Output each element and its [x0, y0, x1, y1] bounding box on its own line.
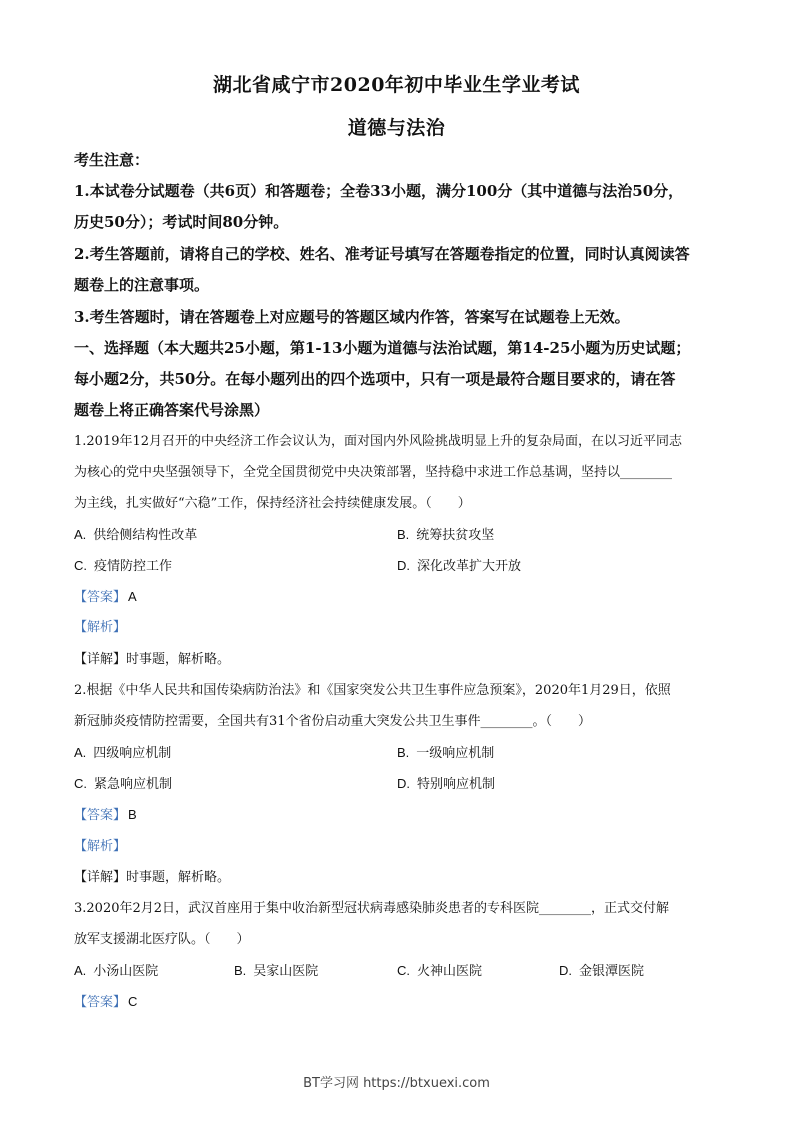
question-2-answer — [74, 808, 137, 822]
notice-line-2b: 题卷上的注意事项。 — [74, 276, 210, 294]
notice-line-3: 3.考生答题时，请在答题卷上对应题号的答题区域内作答，答案写在试题卷上无效。 — [74, 308, 630, 326]
option-letter: B. — [397, 745, 410, 760]
section-line-1: 一、选择题（本大题共25小题，第1-13小题为道德与法治试题，第14-25小题为历史试题； — [74, 339, 691, 357]
option-letter: B. — [234, 963, 247, 978]
option-text: 一级响应机制 — [416, 746, 495, 761]
section-line-3: 题卷上将正确答案代号涂黑） — [74, 401, 270, 419]
question-2-line-1: 2.根据《中华人民共和国传染病防治法》和《国家突发公共卫生事件应急预案》，2020年1月29日，依照 — [74, 683, 671, 698]
detail-text: 时事题，解析略。 — [126, 652, 231, 667]
option-text: 小汤山医院 — [93, 964, 159, 979]
question-3-option-b — [234, 964, 318, 978]
question-1-line-2: 为核心的党中央坚强领导下，全党全国贯彻党中央决策部署，坚持稳中求进工作总基调，坚持以________ — [74, 465, 673, 480]
detail-label: 【详解】 — [74, 652, 127, 667]
question-1-line-1: 1.2019年12月召开的中央经济工作会议认为，面对国内外风险挑战明显上升的复杂局面，在以习近平同志 — [74, 434, 683, 449]
footer-source-link[interactable]: BT学习网 https://btxuexi.com — [303, 1076, 490, 1091]
exam-title: 湖北省咸宁市2020年初中毕业生学业考试 — [213, 74, 580, 96]
question-2-option-b — [397, 746, 494, 760]
question-2-option-a — [74, 746, 171, 760]
question-1-analysis — [74, 621, 126, 634]
question-3-option-a — [74, 964, 158, 978]
option-text: 供给侧结构性改革 — [93, 528, 198, 543]
question-1-answer — [74, 590, 137, 604]
option-text: 特别响应机制 — [417, 777, 496, 792]
answer-value: B — [128, 807, 137, 822]
option-text: 深化改革扩大开放 — [417, 559, 522, 574]
option-letter: A. — [74, 963, 87, 978]
answer-label: 【答案】 — [74, 590, 127, 605]
option-letter: A. — [74, 527, 87, 542]
notice-line-1a: 1.本试卷分试题卷（共6页）和答题卷；全卷33小题，满分100分（其中道德与法治50分， — [74, 182, 684, 200]
option-letter: D. — [397, 776, 410, 791]
option-text: 火神山医院 — [417, 964, 483, 979]
option-text: 统筹扶贫攻坚 — [416, 528, 495, 543]
option-letter: C. — [74, 558, 87, 573]
question-2-line-2: 新冠肺炎疫情防控需要，全国共有31个省份启动重大突发公共卫生事件________。（ ） — [74, 714, 592, 729]
question-1-detail — [74, 653, 230, 666]
option-letter: C. — [397, 963, 410, 978]
option-letter: D. — [559, 963, 572, 978]
question-1-option-a — [74, 528, 197, 542]
question-2-option-c — [74, 777, 172, 791]
answer-label: 【答案】 — [74, 808, 127, 823]
analysis-label: 【解析】 — [74, 839, 127, 854]
option-text: 金银潭医院 — [579, 964, 645, 979]
question-3-line-2: 放军支援湖北医疗队。（ ） — [74, 932, 250, 947]
detail-label: 【详解】 — [74, 870, 127, 885]
answer-value: C — [128, 994, 138, 1009]
option-text: 吴家山医院 — [253, 964, 319, 979]
analysis-label: 【解析】 — [74, 620, 127, 635]
question-1-option-b — [397, 528, 494, 542]
notice-heading: 考生注意： — [74, 151, 150, 169]
question-3-option-c — [397, 964, 482, 978]
notice-line-2a: 2.考生答题前，请将自己的学校、姓名、准考证号填写在答题卷指定的位置，同时认真阅读答 — [74, 245, 690, 263]
detail-text: 时事题，解析略。 — [126, 870, 231, 885]
option-letter: A. — [74, 745, 87, 760]
option-text: 四级响应机制 — [93, 746, 172, 761]
question-2-detail — [74, 871, 230, 884]
question-2-analysis — [74, 840, 126, 853]
option-letter: C. — [74, 776, 87, 791]
option-text: 疫情防控工作 — [94, 559, 173, 574]
section-line-2: 每小题2分，共50分。在每小题列出的四个选项中，只有一项是最符合题目要求的，请在答 — [74, 370, 676, 388]
notice-line-1b: 历史50分）；考试时间80分钟。 — [74, 213, 289, 231]
question-3-answer — [74, 995, 137, 1009]
option-letter: D. — [397, 558, 410, 573]
question-1-option-c — [74, 559, 172, 573]
answer-value: A — [128, 589, 137, 604]
option-letter: B. — [397, 527, 410, 542]
option-text: 紧急响应机制 — [94, 777, 173, 792]
question-1-line-3: 为主线，扎实做好“六稳”工作，保持经济社会持续健康发展。（ ） — [74, 496, 471, 511]
exam-subject: 道德与法治 — [347, 117, 446, 139]
question-3-line-1: 3.2020年2月2日，武汉首座用于集中收治新型冠状病毒感染肺炎患者的专科医院________，正式交付解 — [74, 901, 670, 916]
question-3-option-d — [559, 964, 644, 978]
answer-label: 【答案】 — [74, 995, 127, 1010]
question-2-option-d — [397, 777, 495, 791]
question-1-option-d — [397, 559, 521, 573]
